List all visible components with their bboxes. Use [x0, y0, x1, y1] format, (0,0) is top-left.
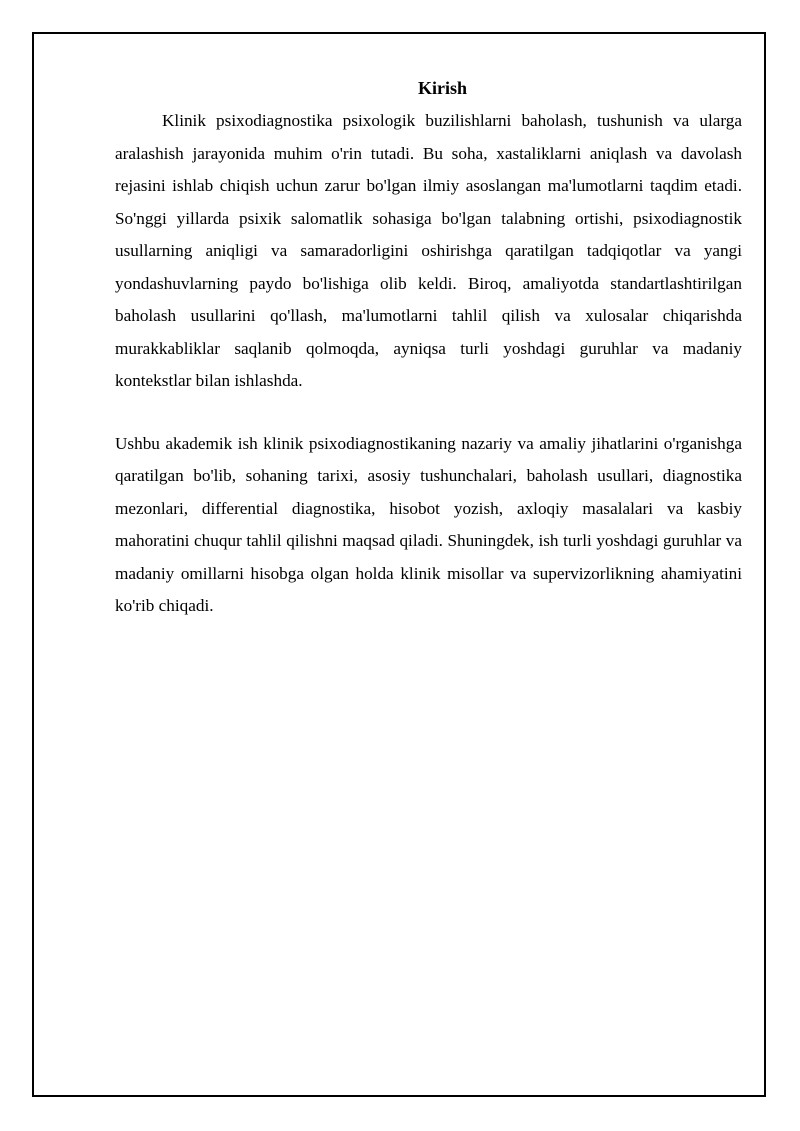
document-title: Kirish — [417, 78, 467, 98]
document-body — [115, 74, 742, 623]
paragraph-intro: Klinik psixodiagnostika psixologik buzilishlarni baholash, tushunish va ularga aralashish jarayonida muhim o'rin tutadi. Bu soha, xastaliklarni aniqlash va davolash rejasini ishlab chiqish uchun zarur bo'lgan ilmiy asoslangan ma'lumotlarni taqdim etadi. So'nggi yillarda psixik salomatlik sohasiga bo'lgan talabning ortishi, psixodiagnostik usullarning aniqligi va samaradorligini oshirishga qaratilgan tadqiqotlar va yangi yondashuvlarning paydo bo'lishiga olib keldi. Biroq, amaliyotda standartlashtirilgan baholash usullarini qo'llash, ma'lumotlarni tahlil qilish va xulosalar chiqarishda murakkabliklar saqlanib qolmoqda, ayniqsa turli yoshdagi guruhlar va madaniy kontekstlar bilan ishlashda. — [115, 111, 742, 390]
paragraph-aims: Ushbu akademik ish klinik psixodiagnostikaning nazariy va amaliy jihatlarini o'rganishga qaratilgan bo'lib, sohaning tarixi, asosiy tushunchalari, baholash usullari, diagnostika mezonlari, differential diagnostika, hisobot yozish, axloqiy masalalari va kasbiy mahoratini chuqur tahlil qilishni maqsad qiladi. Shuningdek, ish turli yoshdagi guruhlar va madaniy omillarni hisobga olgan holda klinik misollar va supervizorlikning ahamiyatini ko'rib chiqadi. — [115, 433, 742, 615]
